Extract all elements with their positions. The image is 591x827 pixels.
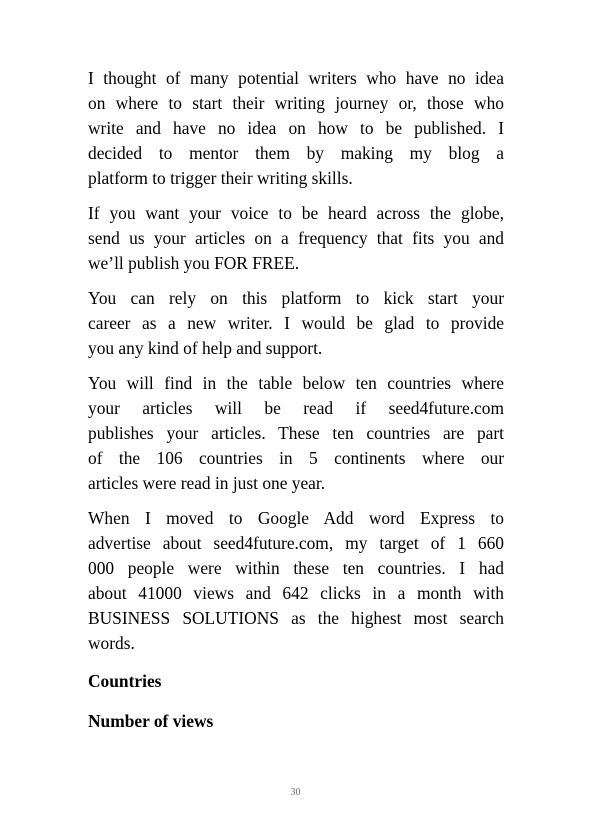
- heading-number-of-views: Number of views: [88, 711, 214, 731]
- page-number: 30: [290, 787, 301, 798]
- paragraph-voice: [88, 201, 504, 276]
- text-line: write and have no idea on how to be published. I: [88, 118, 504, 138]
- text-line: advertise about seed4future.com, my target of 1 660: [88, 533, 504, 553]
- text-line: on where to start their writing journey or, those who: [88, 93, 504, 113]
- paragraph-countries: [88, 371, 504, 496]
- text-line: your articles will be read if seed4future.com: [88, 398, 504, 418]
- heading-countries: Countries: [88, 671, 162, 691]
- text-line: If you want your voice to be heard across the globe,: [88, 203, 504, 223]
- text-line: decided to mentor them by making my blog a: [88, 143, 504, 163]
- text-line: You can rely on this platform to kick start your: [88, 288, 504, 308]
- paragraph-mentoring: [88, 66, 504, 191]
- text-line: career as a new writer. I would be glad to provide: [88, 313, 504, 333]
- text-line: platform to trigger their writing skills.: [88, 168, 353, 188]
- text-line: When I moved to Google Add word Express to: [88, 508, 504, 528]
- text-line: I thought of many potential writers who have no idea: [88, 68, 504, 88]
- text-line: 000 people were within these ten countries. I had: [88, 558, 504, 578]
- text-line: we’ll publish you FOR FREE.: [88, 253, 300, 273]
- text-line: publishes your articles. These ten countries are part: [88, 423, 504, 443]
- text-line: BUSINESS SOLUTIONS as the highest most search: [88, 608, 504, 628]
- text-line: words.: [88, 633, 135, 653]
- text-line: send us your articles on a frequency that fits you and: [88, 228, 504, 248]
- text-line: of the 106 countries in 5 continents where our: [88, 448, 504, 468]
- paragraph-platform: [88, 286, 504, 361]
- page-content: [88, 66, 504, 734]
- paragraph-google-ads: [88, 506, 504, 656]
- text-line: You will find in the table below ten countries where: [88, 373, 504, 393]
- text-line: you any kind of help and support.: [88, 338, 323, 358]
- text-line: about 41000 views and 642 clicks in a month with: [88, 583, 504, 603]
- text-line: articles were read in just one year.: [88, 473, 326, 493]
